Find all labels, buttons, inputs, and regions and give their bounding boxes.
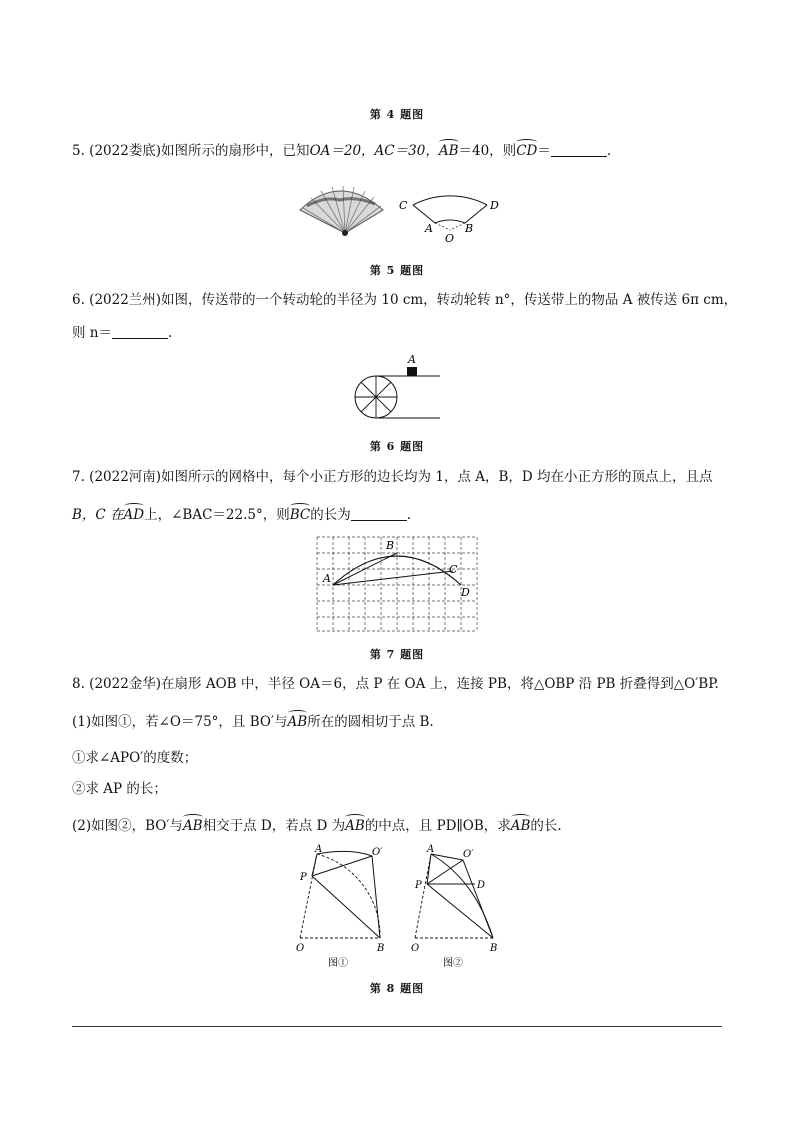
- question-7-line2: [72, 505, 411, 525]
- question-8-part1: [72, 712, 434, 732]
- figure-caption-q7: 第 7 题图: [369, 648, 425, 661]
- answer-blank-q6[interactable]: [112, 324, 168, 339]
- q8-p2-d: 的长.: [530, 818, 562, 834]
- label-A: A: [427, 844, 435, 855]
- question-6-line1: 6. (2022兰州)如图，传送带的一个转动轮的半径为 10 cm，转动轮转 n°，传送带上的物品 A 被传送 6π cm，: [72, 292, 738, 308]
- q7-end: .: [406, 507, 412, 523]
- q5-cond1: OA＝20，AC＝30，: [309, 143, 439, 159]
- label-B: B: [465, 222, 474, 235]
- label-O: O: [296, 943, 305, 954]
- object-A-block: [407, 367, 417, 376]
- figure-label-2: 图②: [443, 958, 463, 969]
- label-A: A: [315, 844, 323, 855]
- q5-arc-cd: CD: [516, 143, 538, 159]
- q5-arc-ab: AB: [438, 143, 459, 159]
- label-B: B: [386, 539, 395, 552]
- label-A: A: [425, 222, 433, 235]
- figure-q7: [315, 535, 480, 633]
- answer-blank-q7[interactable]: [351, 506, 407, 521]
- question-5: [72, 141, 611, 161]
- question-8-sub2: ②求 AP 的长；: [72, 781, 167, 797]
- q8-p2-b: 相交于点 D，若点 D 为: [202, 818, 346, 834]
- q6-line2: 则 n＝: [72, 325, 112, 341]
- figure-caption-q5: 第 5 题图: [369, 264, 425, 277]
- footer-divider: [72, 1026, 722, 1027]
- label-D: D: [461, 586, 470, 599]
- q8-p2-arc3: AB: [510, 818, 531, 834]
- q5-cond2: ＝40，则: [458, 143, 517, 159]
- q5-suffix: ＝: [537, 143, 551, 159]
- figure-caption-q8: 第 8 题图: [369, 982, 425, 995]
- q8-p2-arc2: AB: [345, 818, 365, 834]
- q8-p2-a: (2)如图②，BO′与: [72, 818, 183, 834]
- q5-end: .: [606, 143, 612, 159]
- label-O-prime: O′: [463, 849, 474, 860]
- label-C: C: [449, 563, 458, 576]
- question-6-line2: [72, 323, 172, 343]
- figure-caption-q6: 第 6 题图: [369, 440, 425, 453]
- label-C: C: [399, 199, 408, 212]
- q7-line2-c: 的长为: [310, 507, 351, 523]
- q7-line2-b: 上，∠BAC＝22.5°，则: [144, 507, 290, 523]
- label-P: P: [300, 872, 307, 883]
- label-O: O: [445, 232, 455, 245]
- label-B: B: [490, 943, 498, 954]
- figure-q8-2: [405, 840, 505, 972]
- figure-label-1: 图①: [328, 958, 348, 969]
- question-7-line1: 7. (2022河南)如图所示的网格中，每个小正方形的边长均为 1，点 A，B，D 均在小正方形的顶点上，且点: [72, 469, 713, 485]
- q8-p1-a: (1)如图①，若∠O＝75°，且 BO′与: [72, 714, 288, 730]
- q8-p2-c: 的中点，且 PD∥OB，求: [364, 818, 511, 834]
- q8-p2-arc1: AB: [182, 818, 203, 834]
- label-O: O: [411, 943, 420, 954]
- label-D: D: [477, 880, 486, 891]
- figure-q5: [295, 178, 510, 248]
- label-B: B: [377, 943, 385, 954]
- q7-arc-bc: BC: [289, 507, 311, 523]
- q7-arc-ad: AD: [123, 507, 145, 523]
- figure-q6: [345, 353, 445, 423]
- label-P: P: [415, 880, 422, 891]
- label-D: D: [490, 199, 499, 212]
- arc-AD: [333, 556, 461, 585]
- q6-end: .: [168, 325, 173, 341]
- question-8-sub1: ①求∠APO′的度数；: [72, 750, 198, 766]
- label-A: A: [408, 353, 416, 366]
- q7-line2-a: B，C 在: [72, 507, 124, 523]
- label-A: A: [323, 572, 331, 585]
- q8-arc-ab: AB: [287, 714, 308, 730]
- question-8-part2: [72, 816, 562, 836]
- folding-fan-image: [300, 186, 383, 236]
- question-8-line1: 8. (2022金华)在扇形 AOB 中，半径 OA＝6，点 P 在 OA 上，连接 PB，将△OBP 沿 PB 折叠得到△O′BP.: [72, 676, 719, 692]
- figure-q8-1: [290, 840, 390, 972]
- q8-p1-b: 所在的圆相切于点 B.: [307, 714, 434, 730]
- figure-caption-q4: 第 4 题图: [369, 108, 425, 121]
- label-O-prime: O′: [372, 847, 383, 858]
- answer-blank-q5[interactable]: [551, 142, 607, 157]
- q5-prefix: 5. (2022娄底)如图所示的扇形中，已知: [72, 143, 310, 159]
